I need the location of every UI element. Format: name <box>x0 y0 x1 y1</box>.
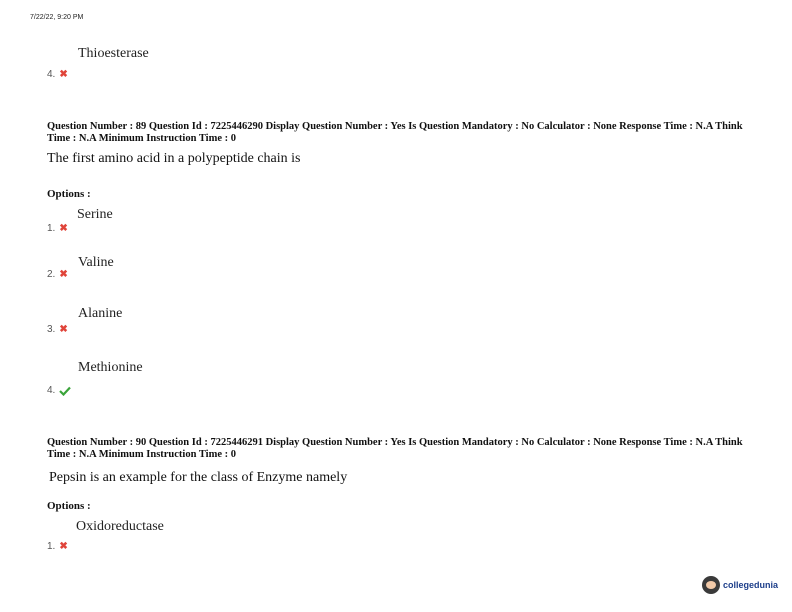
option-text: Valine <box>78 255 114 270</box>
logo-mascot-icon <box>702 576 720 594</box>
collegedunia-logo <box>702 576 778 594</box>
options-label: Options : <box>47 188 91 200</box>
print-timestamp: 7/22/22, 9:20 PM <box>30 14 84 21</box>
option-number: 4. <box>47 69 56 80</box>
check-icon <box>59 386 71 396</box>
option-number-row <box>47 541 68 552</box>
option-number-row <box>47 69 68 80</box>
option-text: Methionine <box>78 360 143 375</box>
logo-text: collegedunia <box>723 580 779 590</box>
option-text: Alanine <box>78 306 123 321</box>
question-meta: Question Number : 90 Question Id : 7225446291 Display Question Number : Yes Is Question Mandatory : No Calculator : None Response Time : N.A Think Time : N.A Minimum Instruction Time : 0 <box>47 437 743 460</box>
question-text: Pepsin is an example for the class of Enzyme namely <box>49 470 348 485</box>
question-meta: Question Number : 89 Question Id : 7225446290 Display Question Number : Yes Is Question Mandatory : No Calculator : None Response Time : N.A Think Time : N.A Minimum Instruction Time : 0 <box>47 121 743 144</box>
cross-icon: ✖ <box>59 222 68 234</box>
option-text: Oxidoreductase <box>76 519 164 534</box>
cross-icon: ✖ <box>59 540 68 552</box>
option-number: 3. <box>47 324 56 335</box>
cross-icon: ✖ <box>59 323 68 335</box>
option-text: Serine <box>77 207 113 222</box>
option-text: Thioesterase <box>78 46 149 61</box>
options-label: Options : <box>47 500 91 512</box>
option-number-row <box>47 385 71 396</box>
cross-icon: ✖ <box>59 68 68 80</box>
option-number-row <box>47 324 68 335</box>
question-text: The first amino acid in a polypeptide chain is <box>47 151 301 166</box>
option-number-row <box>47 223 68 234</box>
cross-icon: ✖ <box>59 268 68 280</box>
option-number: 1. <box>47 541 56 552</box>
option-number: 1. <box>47 223 56 234</box>
option-number: 4. <box>47 385 56 396</box>
option-number: 2. <box>47 269 56 280</box>
option-number-row <box>47 269 68 280</box>
